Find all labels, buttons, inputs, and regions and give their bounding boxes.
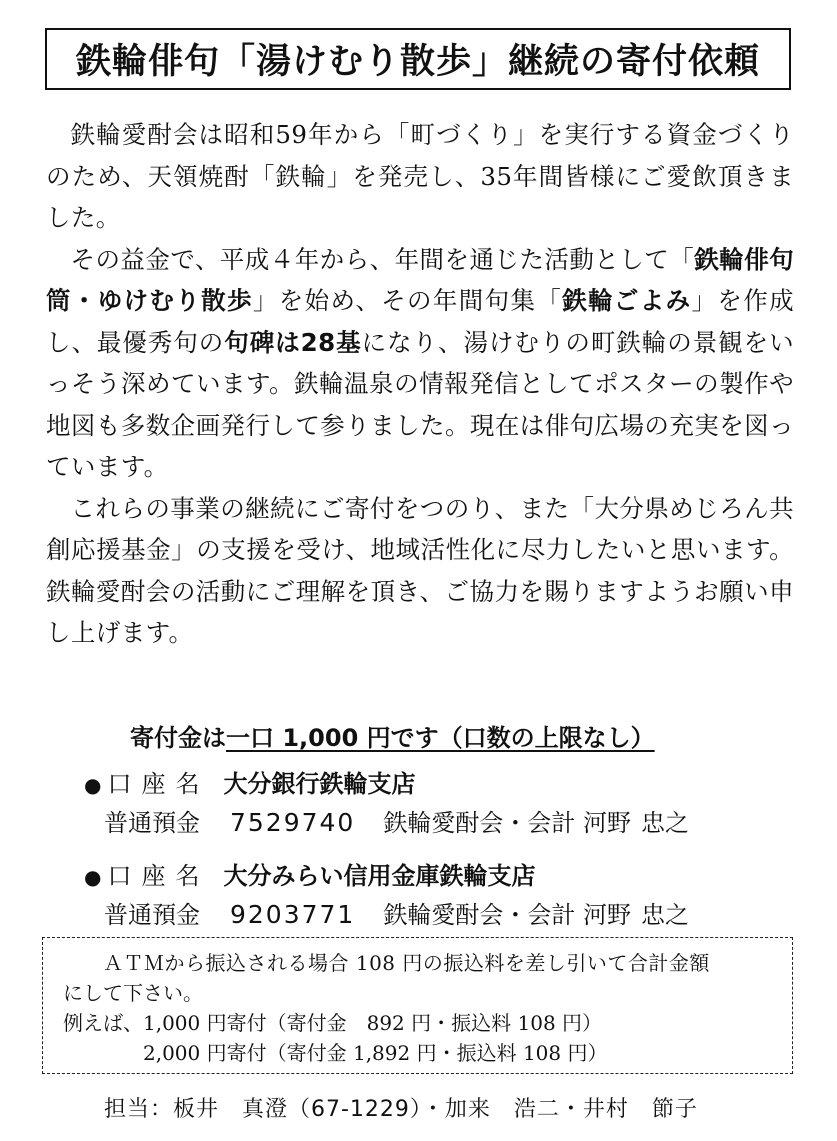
donation-unit: 一口 1,000 円です（口数の上限なし） bbox=[226, 724, 655, 752]
note-example-2: 2,000 円寄付（寄付金 1,892 円・振込料 108 円） bbox=[63, 1041, 608, 1065]
account-number: 9203771 bbox=[230, 900, 356, 929]
p2-anthology-name: 鉄輪ごよみ bbox=[562, 286, 692, 315]
p2-part-e: 」を作成し、最優秀句の bbox=[46, 286, 794, 357]
paragraph-1: 鉄輪愛酎会は昭和59年から「町づくり」を実行する資金づくりのため、天領焼酎「鉄輪」を発売し、35年間皆様にご愛飲頂きました。 bbox=[46, 120, 794, 232]
account-holder: 鉄輪愛酎会・会計 河野 bbox=[383, 901, 631, 929]
note-example-1: 例えば、1,000 円寄付（寄付金 892 円・振込料 108 円） bbox=[63, 1011, 603, 1035]
account-number: 7529740 bbox=[230, 808, 356, 837]
account-label: 口座名 bbox=[107, 862, 210, 890]
donation-amount-heading bbox=[130, 718, 655, 753]
account-2-details bbox=[104, 895, 689, 930]
note-line-2: にして下さい。 bbox=[63, 981, 203, 1005]
account-2-header bbox=[84, 856, 535, 891]
contact-persons: 担当：板井 真澄（67-1229）・加来 浩二・井村 節子 bbox=[104, 1097, 698, 1122]
p2-monument-count: 句碑は28基 bbox=[224, 327, 362, 357]
p2-part-g: になり、湯けむりの町鉄輪の景観をいっそう深めています。鉄輪温泉の情報発信としてポスターの製作や地図も多数企画発行して参りました。現在は俳句広場の充実を図っています。 bbox=[46, 327, 794, 481]
bullet-icon: ● bbox=[84, 865, 102, 889]
bank-name: 大分銀行鉄輪支店 bbox=[223, 770, 416, 798]
title-text: 鉄輪俳句「湯けむり散歩」継続の寄付依頼 bbox=[75, 42, 760, 82]
bullet-icon: ● bbox=[84, 773, 102, 797]
account-holder: 鉄輪愛酎会・会計 河野 bbox=[383, 809, 631, 837]
account-holder-name: 忠之 bbox=[640, 901, 689, 929]
note-line-1: ＡＴＭから振込される場合 108 円の振込料を差し引いて合計金額 bbox=[103, 951, 710, 975]
donation-prefix: 寄付金は bbox=[130, 724, 226, 752]
p2-part-c: 」を始め、その年間句集「 bbox=[252, 286, 563, 315]
account-1-header bbox=[84, 764, 415, 799]
account-1-details bbox=[104, 803, 689, 838]
account-label: 口座名 bbox=[107, 770, 210, 798]
account-type: 普通預金 bbox=[104, 901, 200, 929]
atm-fee-note bbox=[42, 937, 793, 1074]
p2-part-a: その益金で、平成４年から、年間を通じた活動として「 bbox=[70, 244, 695, 274]
paragraph-2 bbox=[46, 239, 794, 488]
account-holder-name: 忠之 bbox=[640, 809, 689, 837]
account-type: 普通預金 bbox=[104, 809, 200, 837]
paragraph-3: これらの事業の継続にご寄付をつのり、また「大分県めじろん共創応援基金」の支援を受け、地域活性化に尽力したいと思います。鉄輪愛酎会の活動にご理解を頂き、ご協力を賜りますようお願い申し上げます。 bbox=[46, 493, 794, 647]
p2-event-name: 鉄輪俳句筒・ゆけむり散歩 bbox=[46, 244, 794, 315]
body-text bbox=[46, 114, 794, 654]
bank-name: 大分みらい信用金庫鉄輪支店 bbox=[223, 862, 536, 890]
document-title bbox=[45, 28, 791, 90]
